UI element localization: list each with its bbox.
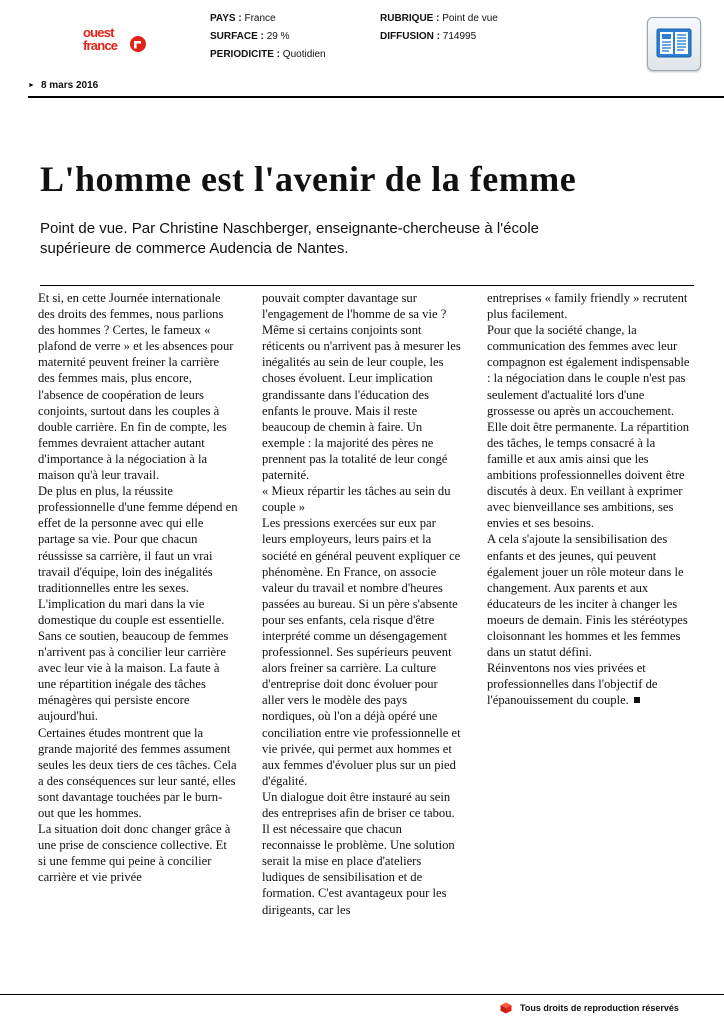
meta-pays: PAYS : France xyxy=(210,13,276,24)
paragraph: Certaines études montrent que la grande majorité des femmes assument seules les deux tiers de ces tâches. Cela a des conséquences sur leur santé, elles sont davantage touchées par le burn-out que les hommes. xyxy=(38,725,237,820)
meta-diffusion: DIFFUSION : 714995 xyxy=(380,31,477,42)
subheading: « Mieux répartir les tâches au sein du couple » xyxy=(262,484,451,515)
paragraph: Un dialogue doit être instauré au sein des entreprises afin de briser ce tabou. Il est nécessaire que chacun reconnaisse le problème. Une solution serait la mise en place d'ateliers ludiques de sensibilisation et de formation. C'est avantageux pour les dirigeants, car les xyxy=(262,789,455,917)
paragraph: L'implication du mari dans la vie domestique du couple est essentielle. Sans ce soutien, beaucoup de femmes n'arrivent pas à concilier leur carrière avec leur vie à la maison. La faute à une répartition inégale des tâches ménagères qui persiste encore aujourd'hui. xyxy=(38,596,229,724)
article-deck: Point de vue. Par Christine Naschberger, enseignante-chercheuse à l'école supérieure de commerce Audencia de Nantes. xyxy=(40,220,539,257)
copyright-text: Tous droits de reproduction réservés xyxy=(520,1003,679,1013)
article-title: L'homme est l'avenir de la femme xyxy=(40,159,577,199)
paragraph: entreprises « family friendly » recrutent plus facilement. xyxy=(487,291,688,322)
top-divider xyxy=(28,96,724,98)
paragraph: pouvait compter davantage sur l'engagement de l'homme de sa vie ? xyxy=(262,291,447,322)
paragraph: Les pressions exercées sur eux par leurs employeurs, leurs pairs et la société en général peuvent expliquer ce phénomène. En France, on associe valeur du travail et nombre d'heures passées au bureau. Si un père s'absente pour ses enfants, cela risque d'être interprété comme un désengagement professionnel. Ses supérieurs peuvent alors freiner sa carrière. La culture d'entreprise doit donc évoluer pour aller vers le modèle des pays nordiques, où l'on a déjà opéré une conciliation entre vie professionnelle et vie privée, qui permet aux hommes et aux femmes d'évoluer plus sur un pied d'égalité. xyxy=(262,516,461,788)
meta-left xyxy=(210,10,326,64)
paragraph: Réinventons nos vies privées et professionnelles dans l'objectif de l'épanouissement du couple. xyxy=(487,661,658,708)
paragraph: Pour que la société change, la communication des femmes avec leur compagnon est également indispensable : la négociation dans le couple n'est pas seulement d'actualité lors d'une grossesse ou après un accouchement. Elle doit être permanente. La répartition des tâches, le temps consacré à la famille et aux amis ainsi que les ambitions professionnelles doivent être discutés à deux. En veillant à exprimer avec bienveillance ses ambitions, ses envies et ses besoins. xyxy=(487,323,690,531)
paragraph: De plus en plus, la réussite professionnelle d'une femme dépend en effet de la personne avec qui elle partage sa vie. Pour que chacun réussisse sa carrière, il faut un vrai travail d'équipe, loin des inégalités traditionnelles entre les sexes. xyxy=(38,484,238,595)
paragraph: Même si certains conjoints sont réticents ou n'arrivent pas à mesurer les inégalités au sein de leur couple, les choses évoluent. Leur implication grandissante dans l'éducation des enfants le prouve. Mais il reste beaucoup de chemin à faire. Un exemple : la majorité des pères ne prennent pas la totalité de leur congé paternité. xyxy=(262,323,461,483)
bottom-divider xyxy=(0,994,724,995)
bullet-arrow-icon: ► xyxy=(28,82,35,89)
paragraph: Et si, en cette Journée internationale des droits des femmes, nous parlions des hommes ? Certes, le fameux « plafond de verre » et les absences pour maternité peuvent freiner la carrière des femmes mais, plus encore, l'absence de coopération de leurs conjoints, surtout dans les couples à double carrière. En fin de compte, les femmes devraient attacher autant d'importance à la négociation à la maison qu'à leur travail. xyxy=(38,291,234,483)
newspaper-glyph-icon xyxy=(648,18,700,70)
svg-text:ouest: ouest xyxy=(83,25,114,40)
deck-divider xyxy=(40,285,694,286)
article-column-1 xyxy=(38,290,238,885)
article-column-2 xyxy=(262,290,462,918)
paragraph: La situation doit donc changer grâce à une prise de conscience collective. Et si une femme qui peine à concilier carrière et vie privée xyxy=(38,822,231,885)
ouest-france-logo xyxy=(80,25,150,55)
meta-right xyxy=(380,10,498,46)
copyright-notice xyxy=(500,1002,679,1014)
date-text: 8 mars 2016 xyxy=(40,80,99,91)
cube-icon xyxy=(500,1002,512,1014)
end-mark-icon xyxy=(634,697,640,703)
publication-date xyxy=(28,80,98,91)
meta-surface: SURFACE : 29 % xyxy=(210,31,290,42)
newspaper-icon[interactable] xyxy=(647,17,701,71)
meta-periodicite: PERIODICITE : Quotidien xyxy=(210,49,326,60)
article-column-3 xyxy=(487,290,692,708)
paragraph-last xyxy=(487,660,692,708)
paragraph: A cela s'ajoute la sensibilisation des enfants et des jeunes, qui peuvent également jouer un rôle moteur dans le changement. Aux parents et aux éducateurs de les inciter à changer les moeurs de demain. Finis les stéréotypes cloisonnant les hommes et les femmes dans un statut défini. xyxy=(487,532,688,660)
svg-text:france: france xyxy=(83,38,118,53)
meta-rubrique: RUBRIQUE : Point de vue xyxy=(380,13,498,24)
